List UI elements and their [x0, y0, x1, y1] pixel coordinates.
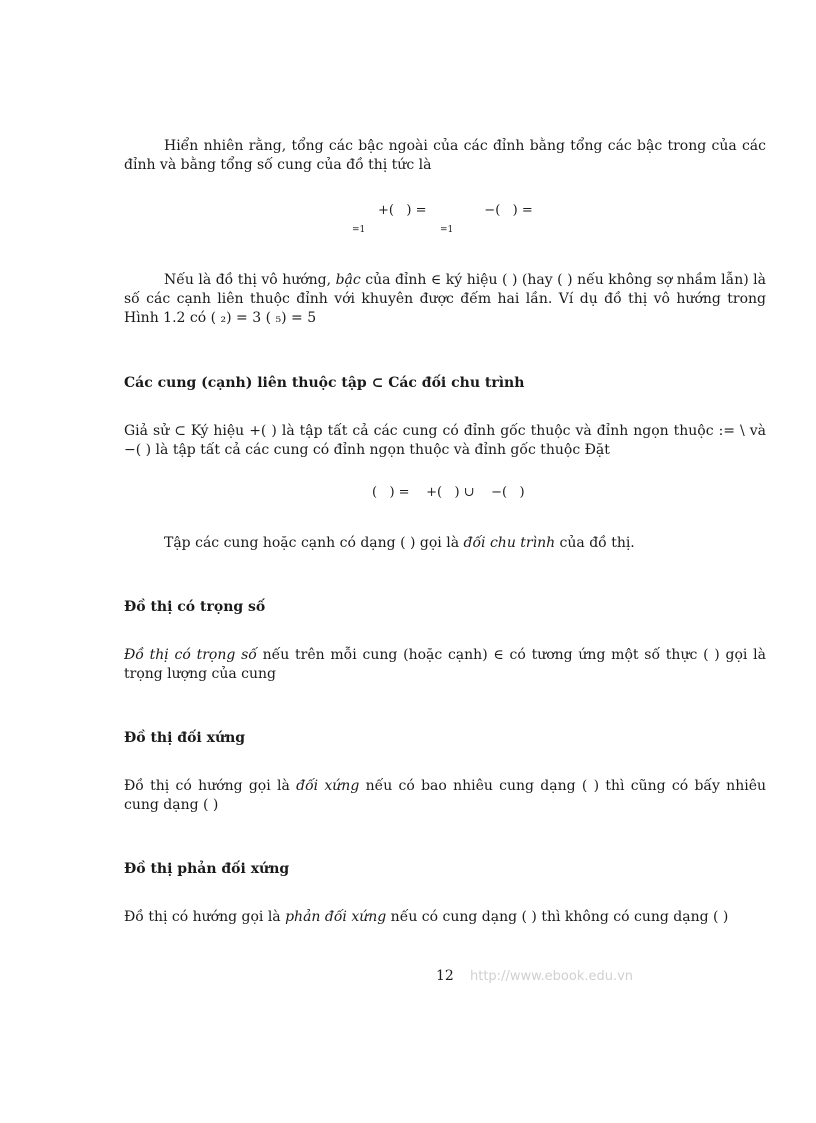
equation-degree-sum: +( ) = −( ) =	[378, 203, 533, 218]
watermark-url: http://www.ebook.edu.vn	[470, 969, 634, 984]
emphasis-doi-chu-trinh: đối chu trình	[463, 535, 556, 551]
equation-limit-2: =1	[440, 225, 454, 235]
equation-cocycle: ( ) = +( ) ∪ −( )	[372, 485, 525, 500]
text: của đỉnh ∈ ký hiệu ( ) (hay ( ) nếu không sợ nhầm lẫn) là số các cạnh liên thuộc đỉnh với khuyên được đếm hai lần. Ví dụ đồ thị vô hướng trong Hình 1.2 có ( ₂) = 3 ( ₅) = 5	[124, 272, 766, 326]
emphasis-bac: bậc	[335, 272, 361, 288]
paragraph-incident-arcs: Giả sử ⊂ Ký hiệu +( ) là tập tất cả các cung có đỉnh gốc thuộc và đỉnh ngọn thuộc := \ và −( ) là tập tất cả các cung có đỉnh ngọn thuộc và đỉnh gốc thuộc Đặt	[124, 423, 766, 458]
equation-limit-1: =1	[352, 225, 366, 235]
text: Đồ thị có hướng gọi là	[124, 778, 297, 794]
heading-incident-arcs: Các cung (cạnh) liên thuộc tập ⊂ Các đối chu trình	[124, 375, 525, 391]
page-number: 12	[436, 968, 454, 984]
heading-antisymmetric-graph: Đồ thị phản đối xứng	[124, 861, 290, 877]
emphasis-doi-xung: đối xứng	[296, 778, 360, 794]
text: Tập các cung hoặc cạnh có dạng ( ) gọi là	[164, 535, 464, 551]
paragraph-symmetric-graph	[124, 777, 766, 815]
paragraph-antisymmetric-graph	[124, 908, 766, 927]
text: Nếu là đồ thị vô hướng,	[164, 272, 336, 288]
text: Đồ thị có hướng gọi là	[124, 909, 286, 925]
paragraph-degree-sum: Hiển nhiên rằng, tổng các bậc ngoài của các đỉnh bằng tổng các bậc trong của các đỉnh và bằng tổng số cung của đồ thị tức là	[124, 138, 766, 173]
heading-symmetric-graph: Đồ thị đối xứng	[124, 730, 246, 746]
paragraph-cocycle	[124, 534, 766, 553]
text: nếu trên mỗi cung (hoặc cạnh) ∈ có tương ứng một số thực ( ) gọi là trọng lượng của cung	[124, 647, 767, 682]
emphasis-do-thi-co-trong-so: Đồ thị có trọng số	[124, 647, 257, 663]
text: của đồ thị.	[555, 535, 635, 551]
emphasis-phan-doi-xung: phản đối xứng	[285, 909, 387, 925]
heading-weighted-graph: Đồ thị có trọng số	[124, 599, 266, 615]
text: nếu có bao nhiêu cung dạng ( ) thì cũng có bấy nhiêu cung dạng ( )	[124, 778, 766, 813]
text: nếu có cung dạng ( ) thì không có cung dạng ( )	[386, 909, 729, 925]
paragraph-weighted-graph	[124, 646, 766, 684]
paragraph-undirected-degree	[124, 271, 766, 328]
